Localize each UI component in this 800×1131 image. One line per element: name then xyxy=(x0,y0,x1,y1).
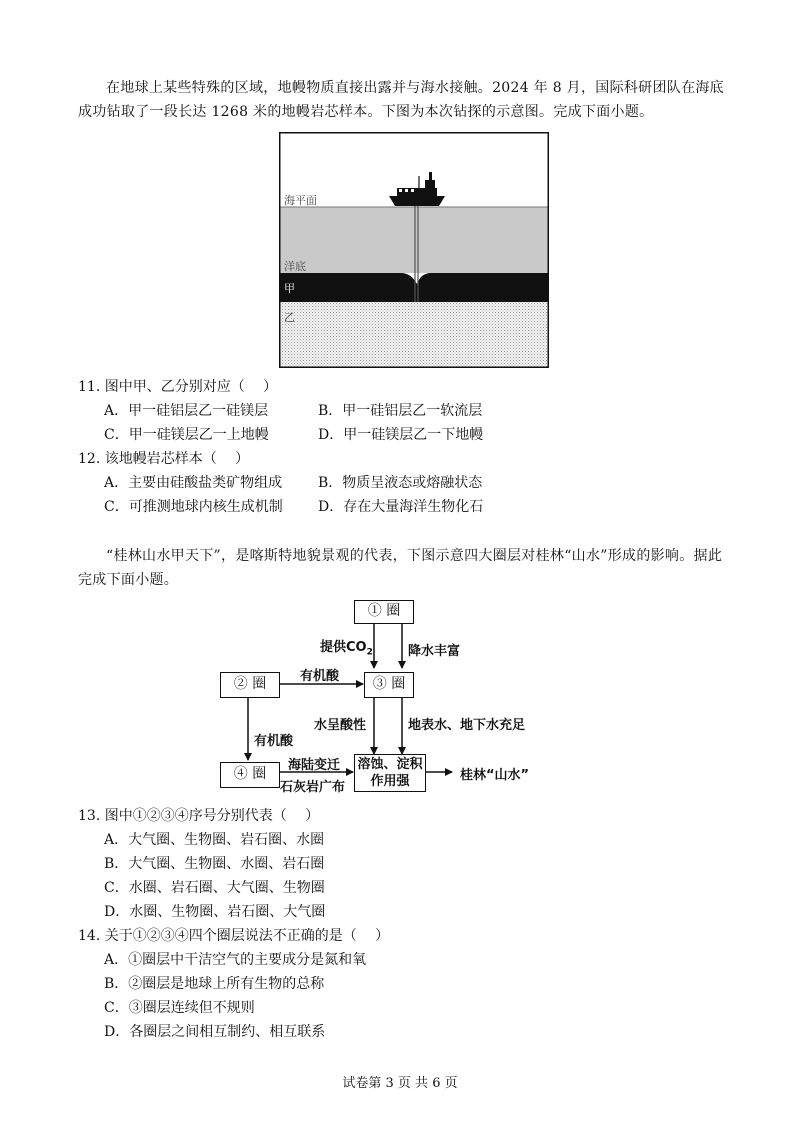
circle-4-box: ④ 圈 xyxy=(220,762,280,788)
sea-level-label: 海平面 xyxy=(284,194,317,207)
q11-option-c: C．甲一硅镁层乙一上地幔 xyxy=(104,427,269,443)
question-12-stem: 12. 该地幔岩芯样本（ ） xyxy=(78,451,250,467)
label-water-sufficient: 地表水、地下水充足 xyxy=(408,718,526,733)
q13-option-c: C．水圈、岩石圈、大气圈、生物圈 xyxy=(104,880,325,896)
q13-option-a: A．大气圈、生物圈、岩石圈、水圈 xyxy=(104,832,325,848)
passage-1 xyxy=(78,76,734,124)
passage-1-text: 在地球上某些特殊的区域，地幔物质直接出露并与海水接触。2024 年 8 月，国际科研团队在海底成功钻取了一段长达 1268 米的地幔岩芯样本。下图为本次钻探的示意图。完成下面小题。 xyxy=(78,80,724,120)
label-limestone: 石灰岩广布 xyxy=(280,780,346,795)
label-water-acidic: 水呈酸性 xyxy=(314,718,367,733)
q14-option-b: B．②圈层是地球上所有生物的总称 xyxy=(104,976,325,992)
q11-option-d: D．甲一硅镁层乙一下地幔 xyxy=(318,427,484,443)
circle-3-box: ③ 圈 xyxy=(364,672,414,698)
question-13-stem: 13. 图中①②③④序号分别代表（ ） xyxy=(78,808,320,824)
layer-a-left xyxy=(280,273,419,302)
erosion-line-2: 作用强 xyxy=(370,774,410,789)
sphere-flowchart xyxy=(210,596,590,796)
q11-option-b: B．甲一硅铝层乙一软流层 xyxy=(318,403,483,419)
q13-option-b: B．大气圈、生物圈、水圈、岩石圈 xyxy=(104,856,325,872)
layer-a-right xyxy=(415,273,548,302)
passage-2-text: “桂林山水甲天下”，是喀斯特地貌景观的代表，下图示意四大圈层对桂林“山水”形成的影响。据此完成下面小题。 xyxy=(78,548,723,588)
label-provide-co2: 提供$CO_2$ xyxy=(320,640,373,658)
drilling-diagram xyxy=(279,132,549,368)
co2-subscript: 2 xyxy=(366,647,373,658)
label-organic-acid-top: 有机酸 xyxy=(300,669,340,684)
circle-1-box: ① 圈 xyxy=(354,600,414,624)
label-rain: 降水丰富 xyxy=(408,644,461,659)
q12-option-b: B．物质呈液态或熔融状态 xyxy=(318,475,483,491)
q11-option-a: A．甲一硅铝层乙一硅镁层 xyxy=(104,403,269,419)
label-sea-land: 海陆变迁 xyxy=(288,758,341,773)
q12-option-d: D．存在大量海洋生物化石 xyxy=(318,499,484,515)
erosion-box xyxy=(354,754,426,792)
q13-option-d: D．水圈、生物圈、岩石圈、大气圈 xyxy=(104,904,326,920)
layer-b xyxy=(280,302,548,367)
q14-option-d: D．各圈层之间相互制约、相互联系 xyxy=(104,1024,326,1040)
seafloor-label: 洋底 xyxy=(284,260,306,273)
question-14-stem: 14. 关于①②③④四个圈层说法不正确的是（ ） xyxy=(78,928,390,944)
layer-a-label: 甲 xyxy=(284,282,295,295)
layer-b-label: 乙 xyxy=(284,311,295,324)
label-organic-acid-left: 有机酸 xyxy=(254,734,294,749)
q14-option-a: A．①圈层中干洁空气的主要成分是氮和氧 xyxy=(104,952,367,968)
circle-2-box: ② 圈 xyxy=(220,672,280,698)
question-11-stem: 11. 图中甲、乙分别对应（ ） xyxy=(78,379,278,395)
label-result: 桂林“山水” xyxy=(460,768,530,783)
erosion-line-1: 溶蚀、淀积 xyxy=(357,757,423,772)
q14-option-c: C．③圈层连续但不规则 xyxy=(104,1000,255,1016)
q12-option-a: A．主要由硅酸盐类矿物组成 xyxy=(104,475,283,491)
drilling-diagram-svg xyxy=(279,132,549,368)
page-footer: 试卷第 3 页 共 6 页 xyxy=(342,1076,458,1091)
q12-option-c: C．可推测地球内核生成机制 xyxy=(104,499,283,515)
passage-2 xyxy=(78,544,734,592)
sea-water xyxy=(280,207,548,273)
